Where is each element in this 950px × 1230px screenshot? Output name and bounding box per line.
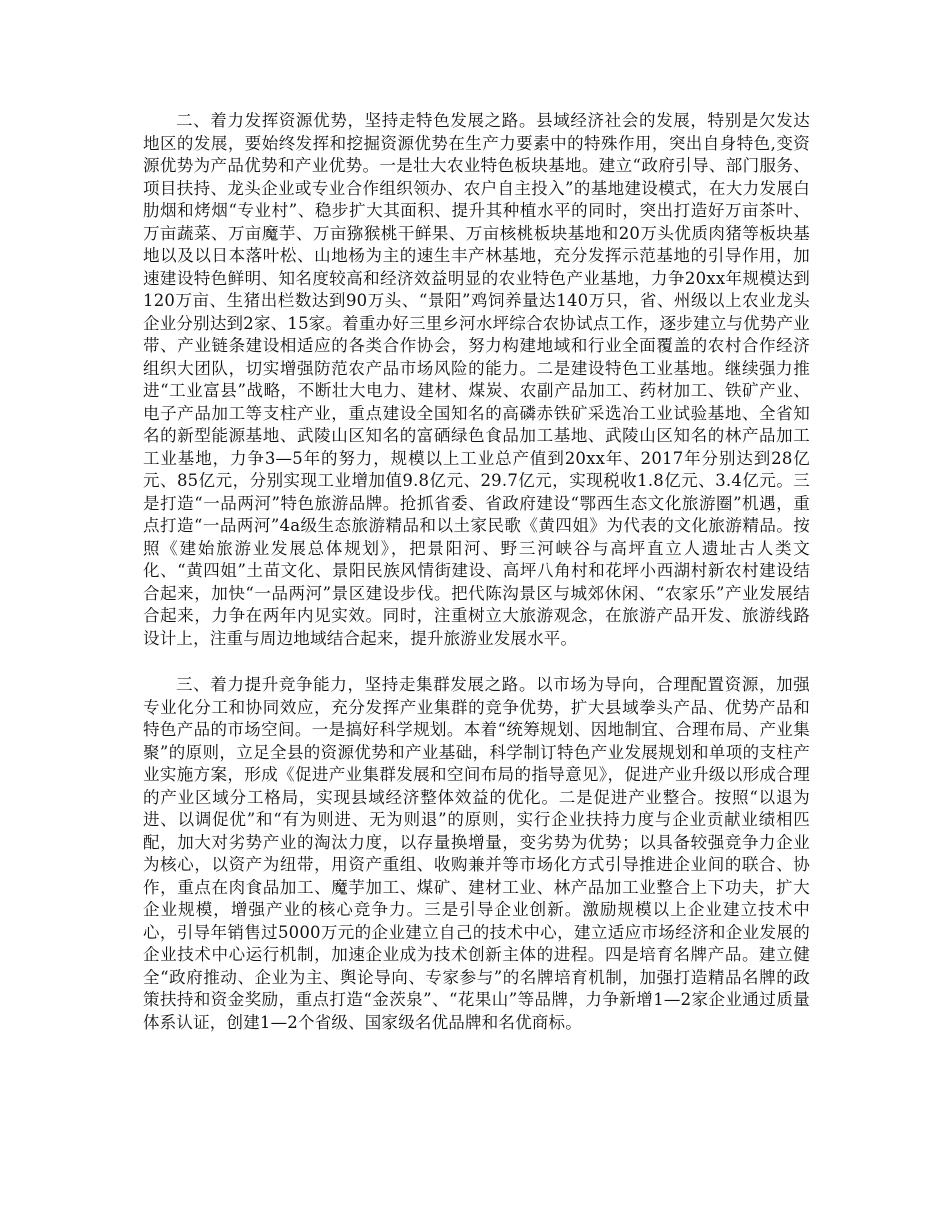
- paragraph-resource-advantage: 二、着力发挥资源优势，坚持走特色发展之路。县域经济社会的发展，特别是欠发达地区的发展，要始终发挥和挖掘资源优势在生产力要素中的特殊作用，突出自身特色,变资源优势为产品优势和产业优势。一是壮大农业特色板块基地。建立“政府引导、部门服务、项目扶持、龙头企业或专业合作组织领办、农户自主投入”的基地建设模式，在大力发展白肋烟和烤烟“专业村”、稳步扩大其面积、提升其种植水平的同时，突出打造好万亩茶叶、万亩蔬菜、万亩魔芋、万亩猕猴桃干鲜果、万亩核桃板块基地和20万头优质肉猪等板块基地以及以日本落叶松、山地杨为主的速生丰产林基地，充分发挥示范基地的引导作用，加速建设特色鲜明、知名度较高和经济效益明显的农业特色产业基地，力争20xx年规模达到120万亩、生猪出栏数达到90万头、“景阳”鸡饲养量达140万只，省、州级以上农业龙头企业分别达到2家、15家。着重办好三里乡河水坪综合农协试点工作，逐步建立与优势产业带、产业链条建设相适应的各类合作协会，努力构建地域和行业全面覆盖的农村合作经济组织大团队，切实增强防范农产品市场风险的能力。二是建设特色工业基地。继续强力推进“工业富县”战略，不断壮大电力、建材、煤炭、农副产品加工、药材加工、铁矿产业、电子产品加工等支柱产业，重点建设全国知名的高磷赤铁矿采选冶工业试验基地、全省知名的新型能源基地、武陵山区知名的富硒绿色食品加工基地、武陵山区知名的林产品加工工业基地，力争3—5年的努力，规模以上工业总产值到20xx年、2017年分别达到28亿元、85亿元，分别实现工业增加值9.8亿元、29.7亿元，实现税收1.8亿元、3.4亿元。三是打造“一品两河”特色旅游品牌。抢抓省委、省政府建设“鄂西生态文化旅游圈”机遇，重点打造“一品两河”4a级生态旅游精品和以土家民歌《黄四姐》为代表的文化旅游精品。按照《建始旅游业发展总体规划》，把景阳河、野三河峡谷与高坪直立人遗址古人类文化、“黄四姐”土苗文化、景阳民族风情街建设、高坪八角村和花坪小西湖村新农村建设结合起来，加快“一品两河”景区建设步伐。把代陈沟景区与城郊休闲、“农家乐”产业发展结合起来，力争在两年内见实效。同时，注重树立大旅游观念，在旅游产品开发、旅游线路设计上，注重与周边地域结合起来，提升旅游业发展水平。: [143, 111, 810, 648]
- document-body: [143, 110, 810, 1034]
- paragraph-competitiveness: 三、着力提升竞争能力，坚持走集群发展之路。以市场为导向，合理配置资源，加强专业化分工和协同效应，充分发挥产业集群的竞争优势，扩大县域拳头产品、优势产品和特色产品的市场空间。一是搞好科学规划。本着“统筹规划、因地制宜、合理布局、产业集聚”的原则，立足全县的资源优势和产业基础，科学制订特色产业发展规划和单项的支柱产业实施方案，形成《促进产业集群发展和空间布局的指导意见》，促进产业升级以形成合理的产业区域分工格局，实现县域经济整体效益的优化。二是促进产业整合。按照“以退为进、以调促优”和“有为则进、无为则退”的原则，实行企业扶持力度与企业贡献业绩相匹配，加大对劣势产业的淘汰力度，以存量换增量，变劣势为优势；以具备较强竞争力企业为核心，以资产为纽带，用资产重组、收购兼并等市场化方式引导推进企业间的联合、协作，重点在肉食品加工、魔芋加工、煤矿、建材工业、林产品加工业整合上下功夫，扩大企业规模，增强产业的核心竞争力。三是引导企业创新。激励规模以上企业建立技术中心，引导年销售过5000万元的企业建立自己的技术中心，建立适应市场经济和企业发展的企业技术中心运行机制，加速企业成为技术创新主体的进程。四是培育名牌产品。建立健全“政府推动、企业为主、舆论导向、专家参与”的名牌培育机制，加强打造精品名牌的政策扶持和资金奖励，重点打造“金茨泉”、“花果山”等品牌，力争新增1—2家企业通过质量体系认证，创建1—2个省级、国家级名优品牌和名优商标。: [143, 675, 810, 1032]
